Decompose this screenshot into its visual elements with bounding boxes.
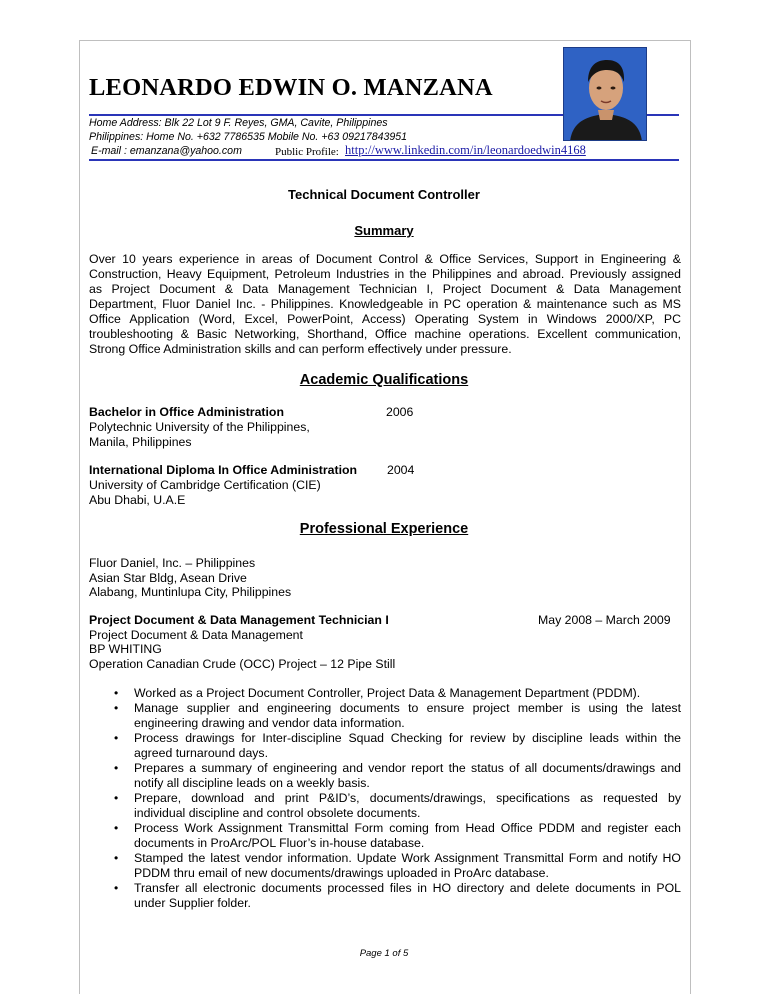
- degree-title: International Diploma In Office Administration: [89, 463, 358, 477]
- bullet-icon: •: [114, 761, 119, 775]
- summary-heading-text: Summary: [354, 223, 414, 238]
- position-detail: Project Document & Data Management: [89, 628, 303, 642]
- applicant-name: LEONARDO EDWIN O. MANZANA: [89, 74, 493, 101]
- home-address: Home Address: Blk 22 Lot 9 F. Reyes, GMA, Cavite, Philippines: [89, 117, 388, 129]
- bullet-icon: •: [114, 881, 119, 895]
- summary-line: Department, Fluor Daniel Inc. - Philippines. Knowledgeable in PC operation & maintenance such as MS: [89, 297, 681, 311]
- bullet-icon: •: [114, 821, 119, 835]
- duty-line: notify all discipline leads on a weekly basis.: [134, 776, 370, 790]
- duty-line: individual discipline and control obsolete documents.: [134, 806, 421, 820]
- public-profile-label: Public Profile:: [275, 146, 339, 158]
- academic-heading: [0, 372, 768, 388]
- bullet-icon: •: [114, 701, 119, 715]
- degree-title: Bachelor in Office Administration: [89, 405, 284, 419]
- bullet-icon: •: [114, 686, 119, 700]
- school-location: Manila, Philippines: [89, 435, 192, 449]
- position-detail: Operation Canadian Crude (OCC) Project – 12 Pipe Still: [89, 657, 396, 671]
- bullet-icon: •: [114, 791, 119, 805]
- bullet-icon: •: [114, 731, 119, 745]
- email-address: E-mail : emanzana@yahoo.com: [91, 145, 242, 157]
- summary-line: Strong Office Administration skills and can perform effectively under pressure.: [89, 342, 512, 356]
- academic-heading-text: Academic Qualifications: [299, 372, 469, 388]
- company-line: Alabang, Muntinlupa City, Philippines: [89, 585, 292, 599]
- bullet-icon: •: [114, 851, 119, 865]
- duty-line: Transfer all electronic documents processed files in HO directory and delete documents in POL: [134, 881, 681, 895]
- header-rule-bottom: [89, 159, 679, 161]
- duty-line: PDDM thru email of new documents/drawings uploaded in ProArc database.: [134, 866, 549, 880]
- duty-line: engineering drawing and vendor data information.: [134, 716, 405, 730]
- duty-line: under Supplier folder.: [134, 896, 251, 910]
- profile-photo: [563, 47, 647, 141]
- position-title: Project Document & Data Management Technician I: [89, 613, 389, 627]
- duty-line: Worked as a Project Document Controller, Project Data & Management Department (PDDM).: [134, 686, 641, 700]
- position-detail: BP WHITING: [89, 642, 162, 656]
- position-dates: May 2008 – March 2009: [538, 613, 671, 627]
- company-line: Fluor Daniel, Inc. – Philippines: [89, 556, 256, 570]
- school-name: Polytechnic University of the Philippines,: [89, 420, 310, 434]
- public-profile-link[interactable]: http://www.linkedin.com/in/leonardoedwin4168: [345, 143, 586, 157]
- duty-line: Process Work Assignment Transmittal Form coming from Head Office PDDM and register each: [134, 821, 681, 835]
- summary-line: Construction, Heavy Equipment, Petroleum Industries in the Philippines and abroad. Previously assigned: [89, 267, 681, 281]
- page-number: Page 1 of 5: [359, 948, 409, 959]
- duty-line: documents in ProArc/POL Fluor’s in-house database.: [134, 836, 425, 850]
- summary-heading: [0, 223, 768, 238]
- portrait-image: [564, 48, 647, 141]
- duty-line: Process drawings for Inter-discipline Squad Checking for review by discipline leads within the: [134, 731, 681, 745]
- duty-line: Prepares a summary of engineering and vendor report the status of all documents/drawings and: [134, 761, 681, 775]
- summary-line: as Project Document & Data Management Technician I, Project Document & Data Management: [89, 282, 681, 296]
- summary-line: troubleshooting & Basic Networking, Shorthand, Office machine operations. Excellent communication,: [89, 327, 681, 341]
- company-line: Asian Star Bldg, Asean Drive: [89, 571, 247, 585]
- experience-heading: [0, 521, 768, 537]
- school-name: University of Cambridge Certification (CIE): [89, 478, 321, 492]
- duty-line: Manage supplier and engineering documents to ensure project member is using the latest: [134, 701, 681, 715]
- duty-line: Stamped the latest vendor information. Update Work Assignment Transmittal Form and notify HO: [134, 851, 681, 865]
- phone-numbers: Philippines: Home No. +632 7786535 Mobile No. +63 09217843951: [89, 131, 408, 143]
- experience-heading-text: Professional Experience: [299, 521, 469, 537]
- duty-line: Prepare, download and print P&ID’s, documents/drawings, specifications as requested by: [134, 791, 681, 805]
- duty-line: agreed turnaround days.: [134, 746, 268, 760]
- job-title: Technical Document Controller: [288, 187, 480, 202]
- summary-line: Over 10 years experience in areas of Document Control & Office Services, Support in Engineering &: [89, 252, 681, 266]
- school-location: Abu Dhabi, U.A.E: [89, 493, 186, 507]
- degree-year: 2006: [386, 405, 414, 419]
- summary-line: Office Application (Word, Excel, PowerPoint, Access) Operating System in Windows 2000/XP, PC: [89, 312, 681, 326]
- degree-year: 2004: [387, 463, 415, 477]
